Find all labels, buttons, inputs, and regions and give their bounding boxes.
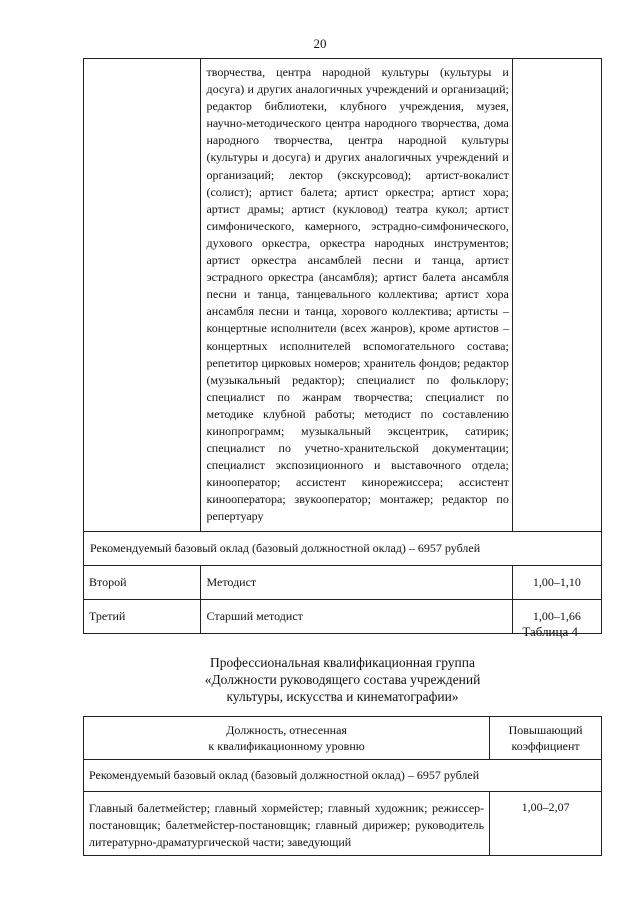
coefficient-cell: 1,00–1,66 bbox=[512, 599, 601, 633]
header-position bbox=[84, 717, 490, 760]
header-row bbox=[84, 717, 602, 760]
table-row bbox=[84, 792, 602, 856]
position-cell: Методист bbox=[201, 565, 512, 599]
salary-note: Рекомендуемый базовый оклад (базовый должностной оклад) – 6957 рублей bbox=[84, 760, 602, 792]
header-position-line: к квалификационному уровню bbox=[208, 739, 365, 753]
coefficient-cell: 1,00–1,10 bbox=[512, 565, 601, 599]
group-title-line: Профессиональная квалификационная группа bbox=[210, 655, 475, 670]
coefficient-cell: 1,00–2,07 bbox=[490, 792, 602, 856]
header-coefficient-line: Повышающий bbox=[508, 723, 583, 737]
level-cell: Третий bbox=[84, 599, 201, 633]
positions-list-text: Главный балетмейстер; главный хормейстер; главный художник; режиссер-постановщик; балетмейстер-постановщик; главный дирижер; руководитель литературно-драматургической части; заведующий bbox=[84, 792, 490, 856]
salary-row bbox=[84, 531, 602, 565]
qualification-table-4 bbox=[83, 716, 602, 856]
header-coefficient bbox=[490, 717, 602, 760]
level-cell: Второй bbox=[84, 565, 201, 599]
salary-note: Рекомендуемый базовый оклад (базовый должностной оклад) – 6957 рублей bbox=[84, 531, 602, 565]
position-cell: Старший методист bbox=[201, 599, 512, 633]
coefficient-cell-empty bbox=[512, 59, 601, 532]
header-position-line: Должность, отнесенная bbox=[226, 723, 347, 737]
table-row bbox=[84, 59, 602, 532]
page-number: 20 bbox=[313, 36, 327, 51]
level-cell-empty bbox=[84, 59, 201, 532]
group-title bbox=[83, 654, 602, 705]
group-title-line: культуры, искусства и кинематографии» bbox=[226, 689, 459, 704]
table-label: Таблица 4 bbox=[522, 624, 578, 639]
group-title-line: «Должности руководящего состава учреждений bbox=[204, 672, 481, 687]
qualification-table-3 bbox=[83, 58, 602, 634]
table-row bbox=[84, 565, 602, 599]
header-coefficient-line: коэффициент bbox=[511, 739, 580, 753]
salary-row bbox=[84, 760, 602, 792]
positions-list-text: творчества, центра народной культуры (культуры и досуга) и других аналогичных учреждений и организаций; редактор библиотеки, клубного учреждения, музея, научно-методического центра народного творчества, дома народного творчества, центра народной культуры (культуры и досуга) и других аналогичных учреждений и организаций; лектор (экскурсовод); артист-вокалист (солист); артист балета; артист оркестра; артист хора; артист драмы; артист (кукловод) театра кукол; артист симфонического, камерного, эстрадно-симфонического, духового оркестра, оркестра народных инструментов; артист оркестра ансамблей песни и танца, артист эстрадного оркестра (ансамбля); артист балета ансамбля песни и танца, танцевального коллектива; артист хора ансамбля песни и танца, хорового коллектива; артисты – концертные исполнители (всех жанров), кроме артистов – концертных исполнителей вспомогательного состава; репетитор цирковых номеров; хранитель фондов; редактор (музыкальный редактор); специалист по фольклору; специалист по жанрам творчества; специалист по методике клубной работы; методист по составлению кинопрограмм; музыкальный эксцентрик, сатирик; специалист по учетно-хранительской документации; специалист экспозиционного и выставочного отдела; кинооператор; ассистент кинорежиссера; ассистент кинооператора; звукооператор; монтажер; редактор по репертуару bbox=[201, 59, 512, 532]
